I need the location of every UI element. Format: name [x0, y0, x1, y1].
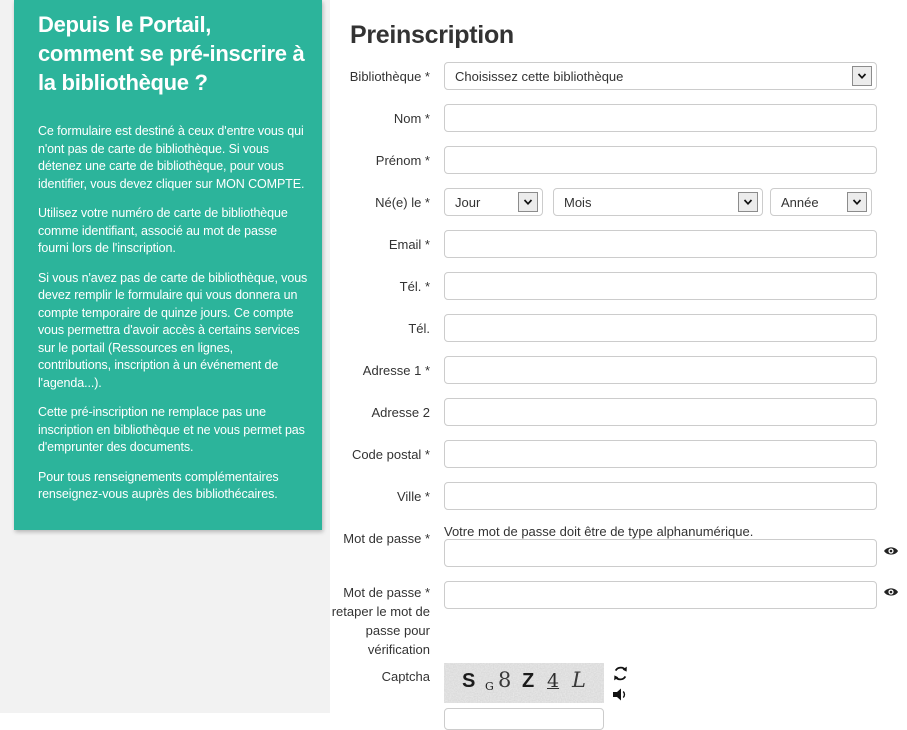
- tel2-label: Tél.: [408, 321, 430, 336]
- field-row-bibliotheque: [330, 62, 907, 90]
- field-row-ville: [330, 482, 907, 510]
- code-postal-label: Code postal *: [351, 447, 430, 462]
- field-row-adresse-2: [330, 398, 907, 426]
- tel2-input[interactable]: [444, 314, 877, 342]
- left-column: [0, 0, 330, 713]
- chevron-down-icon[interactable]: [852, 66, 872, 86]
- mois-select-value: Mois: [564, 194, 592, 210]
- eye-icon[interactable]: [883, 545, 899, 557]
- field-row-mot-de-passe: [330, 524, 907, 567]
- captcha-char: L: [572, 668, 586, 692]
- mot-de-passe-hint: Votre mot de passe doit être de type alphanumérique.: [444, 524, 754, 539]
- field-row-captcha: [330, 663, 907, 730]
- info-panel: [14, 0, 322, 530]
- mois-select[interactable]: [553, 188, 763, 216]
- ville-input[interactable]: [444, 482, 877, 510]
- info-panel-title: Depuis le Portail, comment se pré-inscrire à la bibliothèque ?: [38, 12, 305, 95]
- nom-label: Nom *: [393, 111, 430, 126]
- info-paragraph: Cette pré-inscription ne remplace pas une inscription en bibliothèque et ne vous permet pas d'emprunter des documents.: [38, 405, 305, 454]
- field-row-adresse-1: [330, 356, 907, 384]
- page-title: Preinscription: [350, 21, 514, 49]
- annee-select[interactable]: [770, 188, 872, 216]
- email-input[interactable]: [444, 230, 877, 258]
- field-row-code-postal: [330, 440, 907, 468]
- info-paragraph: Ce formulaire est destiné à ceux d'entre vous qui n'ont pas de carte de bibliothèque. Si vous détenez une carte de bibliothèque, pour vous identifier, vous devez cliquer sur MON COMPTE.: [38, 124, 305, 191]
- eye-icon[interactable]: [883, 586, 899, 598]
- bibliotheque-select-value: Choisissez cette bibliothèque: [455, 68, 624, 84]
- tel1-label: Tél. *: [399, 279, 430, 294]
- field-row-date-naissance: [330, 188, 907, 216]
- code-postal-input[interactable]: [444, 440, 877, 468]
- field-row-tel-2: [330, 314, 907, 342]
- adresse1-label: Adresse 1 *: [362, 363, 430, 378]
- jour-select[interactable]: [444, 188, 543, 216]
- bibliotheque-label: Bibliothèque *: [349, 69, 430, 84]
- prenom-label: Prénom *: [375, 153, 430, 168]
- field-row-email: [330, 230, 907, 258]
- bibliotheque-select[interactable]: [444, 62, 877, 90]
- captcha-char: S: [462, 670, 476, 692]
- field-row-mot-de-passe-confirmation: [330, 581, 907, 659]
- mot-de-passe-input[interactable]: [444, 539, 877, 567]
- field-row-tel-1: [330, 272, 907, 300]
- captcha-label: Captcha: [381, 669, 430, 684]
- mot-de-passe-confirmation-input[interactable]: [444, 581, 877, 609]
- field-row-prenom: [330, 146, 907, 174]
- field-row-nom: [330, 104, 907, 132]
- audio-captcha-icon[interactable]: [613, 688, 628, 701]
- adresse2-label: Adresse 2: [371, 405, 430, 420]
- mot-de-passe-label: Mot de passe *: [343, 531, 430, 546]
- adresse1-input[interactable]: [444, 356, 877, 384]
- captcha-input[interactable]: [444, 708, 604, 730]
- info-paragraph: Utilisez votre numéro de carte de bibliothèque comme identifiant, associé au mot de passe fourni lors de l'inscription.: [38, 206, 288, 255]
- prenom-input[interactable]: [444, 146, 877, 174]
- nom-input[interactable]: [444, 104, 877, 132]
- captcha-char: Z: [522, 670, 535, 692]
- captcha-char: 8: [498, 668, 512, 692]
- preinscription-form: [330, 0, 907, 713]
- ne-le-label: Né(e) le *: [375, 195, 430, 210]
- chevron-down-icon[interactable]: [518, 192, 538, 212]
- chevron-down-icon[interactable]: [847, 192, 867, 212]
- chevron-down-icon[interactable]: [738, 192, 758, 212]
- annee-select-value: Année: [781, 194, 819, 210]
- captcha-char: 4: [547, 670, 560, 692]
- email-label: Email *: [388, 237, 430, 252]
- refresh-captcha-icon[interactable]: [612, 665, 629, 682]
- jour-select-value: Jour: [455, 194, 481, 210]
- info-paragraph: Pour tous renseignements complémentaires renseignez-vous auprès des bibliothécaires.: [38, 469, 279, 501]
- info-paragraph: Si vous n'avez pas de carte de bibliothèque, vous devez remplir le formulaire qui vous donnera un compte temporaire de quinze jours. Ce compte vous permettra d'avoir accès à certains services sur le portail (Ressources en lignes, contributions, inscription à un événement de l'agenda...).: [38, 270, 308, 390]
- adresse2-input[interactable]: [444, 398, 877, 426]
- captcha-char: G: [485, 680, 494, 693]
- mot-de-passe-confirmation-label: Mot de passe * retaper le mot de passe pour vérification: [331, 585, 430, 657]
- ville-label: Ville *: [396, 489, 430, 504]
- tel1-input[interactable]: [444, 272, 877, 300]
- captcha-image: [444, 663, 604, 703]
